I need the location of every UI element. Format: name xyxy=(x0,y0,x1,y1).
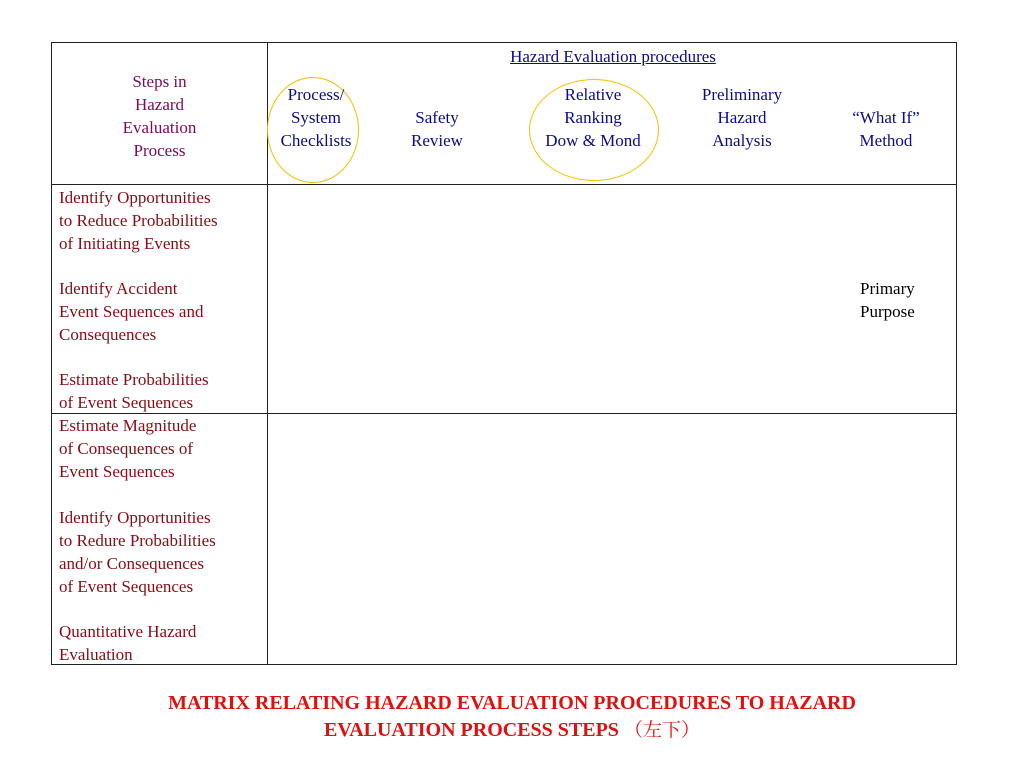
caption-line-2-text: EVALUATION PROCESS STEPS xyxy=(324,719,619,741)
caption-line-2 xyxy=(0,717,1024,744)
step-reduce-initiating-events: Identify Opportunities to Reduce Probabilities of Initiating Events xyxy=(59,188,218,253)
procedure-relative-ranking: Relative Ranking Dow & Mond xyxy=(545,85,641,150)
procedure-preliminary-hazard-analysis: Preliminary Hazard Analysis xyxy=(701,85,783,150)
caption-suffix: （左下） xyxy=(623,719,700,741)
steps-header: Steps in Hazard Evaluation Process xyxy=(122,72,197,160)
step-identify-accident-sequences: Identify Accident Event Sequences and Consequences xyxy=(59,279,204,344)
step-reduce-consequences: Identify Opportunities to Redure Probabilities and/or Consequences of Event Sequences xyxy=(59,508,216,596)
hazard-matrix-table xyxy=(51,42,957,665)
row-divider-header xyxy=(52,184,956,185)
matrix-caption xyxy=(0,690,1024,744)
caption-line-1: MATRIX RELATING HAZARD EVALUATION PROCEDURES TO HAZARD xyxy=(168,692,856,714)
procedure-safety-review: Safety Review xyxy=(411,108,463,150)
step-estimate-probabilities: Estimate Probabilities of Event Sequences xyxy=(59,370,209,412)
procedures-header: Hazard Evaluation procedures xyxy=(510,47,716,66)
primary-purpose-note: Primary Purpose xyxy=(860,279,915,321)
procedure-process-system-checklists: Process/ System Checklists xyxy=(280,85,352,150)
step-quantitative-evaluation: Quantitative Hazard Evaluation xyxy=(59,622,197,664)
step-estimate-magnitude: Estimate Magnitude of Consequences of Event Sequences xyxy=(59,416,197,481)
procedure-what-if-method: “What If” Method xyxy=(852,108,920,150)
